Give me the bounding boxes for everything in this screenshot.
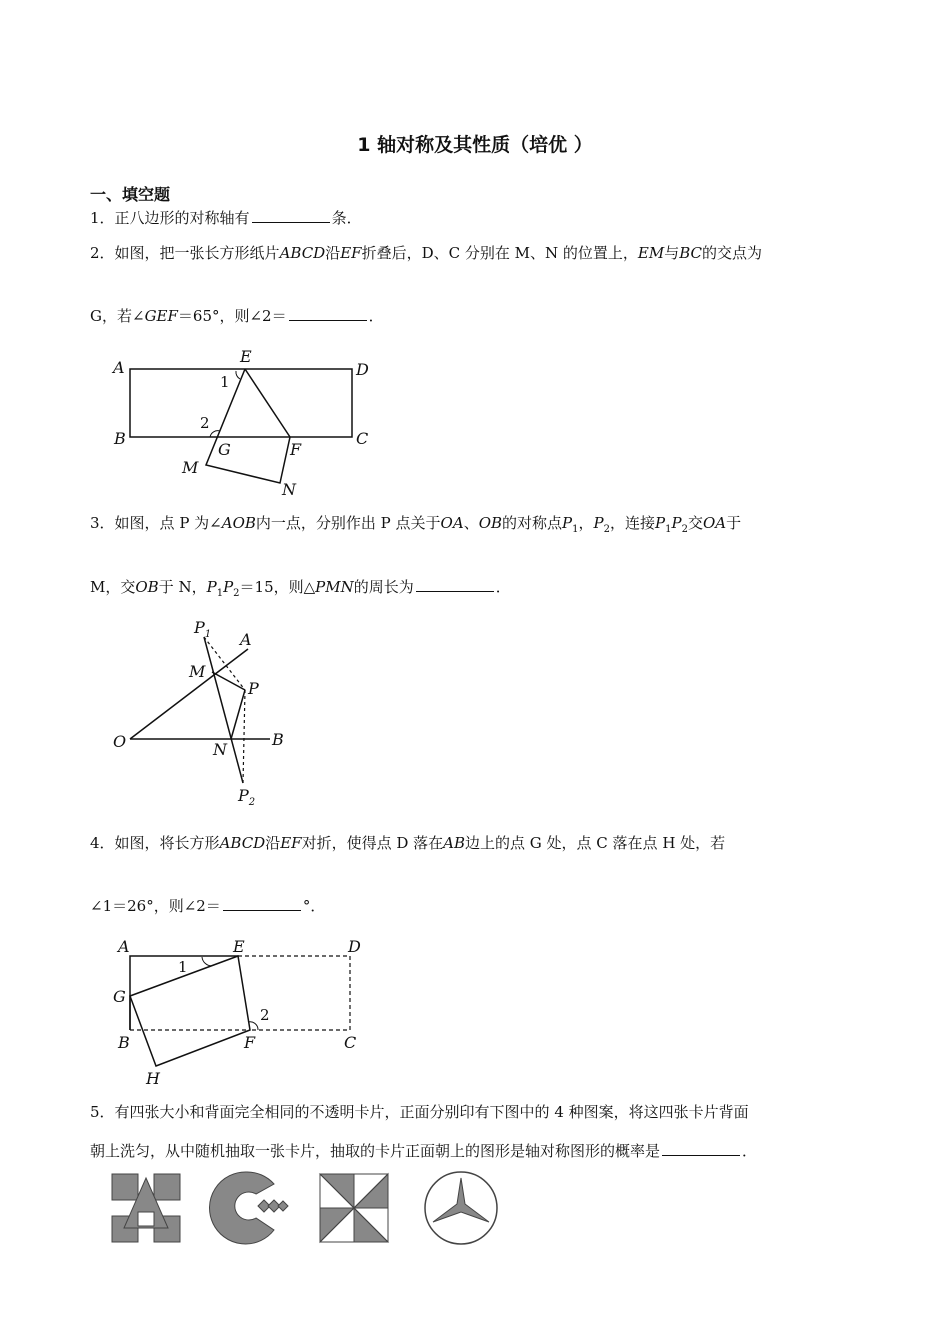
q2-em: EM <box>637 244 665 262</box>
q3-oa: OA <box>702 514 727 532</box>
q4-label-D: D <box>348 937 361 956</box>
q4-number: 4． <box>90 834 115 852</box>
q3-p2: P <box>593 514 604 532</box>
q2-label-B: B <box>114 429 126 448</box>
q2-text: G，若∠ <box>90 307 145 325</box>
q2-label-N: N <box>282 480 296 499</box>
q3-label-P: P <box>248 679 259 698</box>
q3-number: 3． <box>90 514 115 532</box>
question-3-line-1 <box>90 512 741 535</box>
q3-sub: 2 <box>233 588 240 599</box>
q4-label-1: 1 <box>178 958 188 976</box>
q3-label-P1: $P_1$ <box>194 618 212 640</box>
q4-answer-blank[interactable] <box>223 896 301 911</box>
q2-answer-blank[interactable] <box>289 306 367 321</box>
q2-label-1: 1 <box>220 373 230 391</box>
q5-text: ． <box>742 1142 758 1160</box>
q3-text: 于 N， <box>158 578 207 596</box>
q4-label-F: F <box>244 1033 256 1052</box>
q2-label-A: A <box>113 358 125 377</box>
q3-label-O: O <box>113 732 127 751</box>
q3-text: 、 <box>463 514 479 532</box>
q4-text: 如图，将长方形 <box>114 834 220 852</box>
q3-text: 内一点，分别作出 P 点关于 <box>255 514 441 532</box>
q4-label-B: B <box>118 1033 130 1052</box>
q2-number: 2． <box>90 244 115 262</box>
q2-label-F: F <box>290 440 302 459</box>
q2-text: 与 <box>664 244 680 262</box>
q4-label-H: H <box>146 1069 160 1088</box>
question-5-line-1 <box>90 1101 749 1122</box>
q2-text: ． <box>368 307 384 325</box>
q1-answer-blank[interactable] <box>252 208 330 223</box>
q3-p1: P <box>655 514 666 532</box>
q3-label-P2: $P_2$ <box>238 786 256 808</box>
q3-p2: P <box>223 578 234 596</box>
q3-sub: 1 <box>216 588 224 599</box>
q4-label-G: G <box>113 987 126 1006</box>
q4-label-2: 2 <box>260 1006 270 1024</box>
q3-label-B: B <box>272 730 284 749</box>
q2-label-M: M <box>182 458 199 477</box>
q2-label-2: 2 <box>200 414 210 432</box>
question-5-line-2 <box>90 1140 757 1161</box>
page-title: 1 轴对称及其性质（培优 ） <box>357 134 593 156</box>
q2-text: ＝65°，则∠2＝ <box>177 307 287 325</box>
question-1 <box>90 207 362 228</box>
q2-text: 折叠后，D、C 分别在 M、N 的位置上， <box>361 244 638 262</box>
question-3-line-2 <box>90 576 511 599</box>
q3-ob: OB <box>478 514 503 532</box>
question-4-line-1 <box>90 832 725 853</box>
q4-text: °． <box>302 897 326 915</box>
q2-gef: GEF <box>144 307 178 325</box>
q4-dashed-right <box>238 956 350 1030</box>
q4-label-E: E <box>233 937 245 956</box>
q2-label-E: E <box>240 347 252 366</box>
q4-text: ∠1＝26°，则∠2＝ <box>90 897 221 915</box>
q3-text: 的周长为 <box>353 578 414 596</box>
q2-figure <box>110 345 380 500</box>
q3-segment-NP <box>231 690 245 739</box>
c-shape-pattern-icon <box>208 1170 290 1246</box>
q3-p1: P <box>562 514 573 532</box>
q3-sub: 1 <box>665 524 672 535</box>
q1-number: 1． <box>90 209 115 227</box>
q2-angle-1-arc <box>236 371 240 379</box>
q3-sub: 2 <box>603 524 610 535</box>
q3-figure <box>110 615 300 815</box>
q4-folded-part <box>130 956 250 1066</box>
three-point-star-pattern-icon <box>423 1170 499 1246</box>
q2-label-C: C <box>356 429 369 448</box>
q1-text: 正八边形的对称轴有 <box>114 209 250 227</box>
q2-bc: BC <box>679 244 702 262</box>
q3-text: ． <box>495 578 511 596</box>
q2-text: 如图，把一张长方形纸片 <box>114 244 280 262</box>
q3-text: 于 <box>726 514 742 532</box>
q3-answer-blank[interactable] <box>416 577 494 592</box>
q3-text: 如图，点 P 为∠ <box>114 514 222 532</box>
q3-ob: OB <box>135 578 159 596</box>
q3-label-A: A <box>240 630 252 649</box>
q4-ab: AB <box>443 834 466 852</box>
squares-triangle-pattern-icon <box>110 1172 182 1244</box>
q4-text: 对折，使得点 D 落在 <box>301 834 444 852</box>
q3-dashed-PP1 <box>204 637 245 690</box>
q2-text: 沿 <box>325 244 341 262</box>
q3-text: ＝15，则△ <box>239 578 316 596</box>
q5-text: 朝上洗匀，从中随机抽取一张卡片，抽取的卡片正面朝上的图形是轴对称图形的概率是 <box>90 1142 661 1160</box>
q2-text: 的交点为 <box>701 244 762 262</box>
q4-abcd: ABCD <box>219 834 266 852</box>
question-2-line-1 <box>90 242 762 263</box>
q1-text-end: 条． <box>331 209 362 227</box>
q3-pmn: PMN <box>315 578 354 596</box>
q2-folded-part <box>206 369 290 483</box>
q5-answer-blank[interactable] <box>662 1141 740 1156</box>
q3-sub: 1 <box>572 524 579 535</box>
q4-label-A: A <box>118 937 130 956</box>
q3-p2: P <box>671 514 682 532</box>
question-4-line-2 <box>90 895 325 916</box>
q2-label-D: D <box>356 360 369 379</box>
q3-aob: AOB <box>221 514 256 532</box>
q2-ef: EF <box>340 244 362 262</box>
q3-text: M，交 <box>90 578 136 596</box>
q3-sub: 2 <box>681 524 688 535</box>
q3-oa: OA <box>440 514 464 532</box>
q2-abcd: ABCD <box>279 244 326 262</box>
q3-label-N: N <box>213 740 227 759</box>
pinwheel-pattern-icon <box>318 1172 390 1244</box>
q4-text: 沿 <box>265 834 281 852</box>
q3-segment-P1P2 <box>204 637 243 783</box>
q3-text: ，连接 <box>610 514 656 532</box>
q4-ef: EF <box>280 834 302 852</box>
q3-dashed-PP2 <box>243 690 245 783</box>
q3-text: 的对称点 <box>502 514 563 532</box>
q4-angle-1-arc <box>202 957 212 966</box>
q5-text: 有四张大小和背面完全相同的不透明卡片，正面分别印有下图中的 4 种图案，将这四张卡片背面 <box>114 1103 749 1121</box>
q2-label-G: G <box>218 440 231 459</box>
q4-text: 边上的点 G 处，点 C 落在点 H 处，若 <box>465 834 726 852</box>
q3-text: 交 <box>687 514 703 532</box>
q3-text: ， <box>578 514 594 532</box>
q4-label-C: C <box>344 1033 357 1052</box>
question-2-line-2 <box>90 305 384 326</box>
q3-label-M: M <box>189 662 206 681</box>
q4-figure <box>110 932 380 1092</box>
q5-number: 5． <box>90 1103 115 1121</box>
q3-p1: P <box>206 578 217 596</box>
section-heading: 一、填空题 <box>90 185 171 204</box>
